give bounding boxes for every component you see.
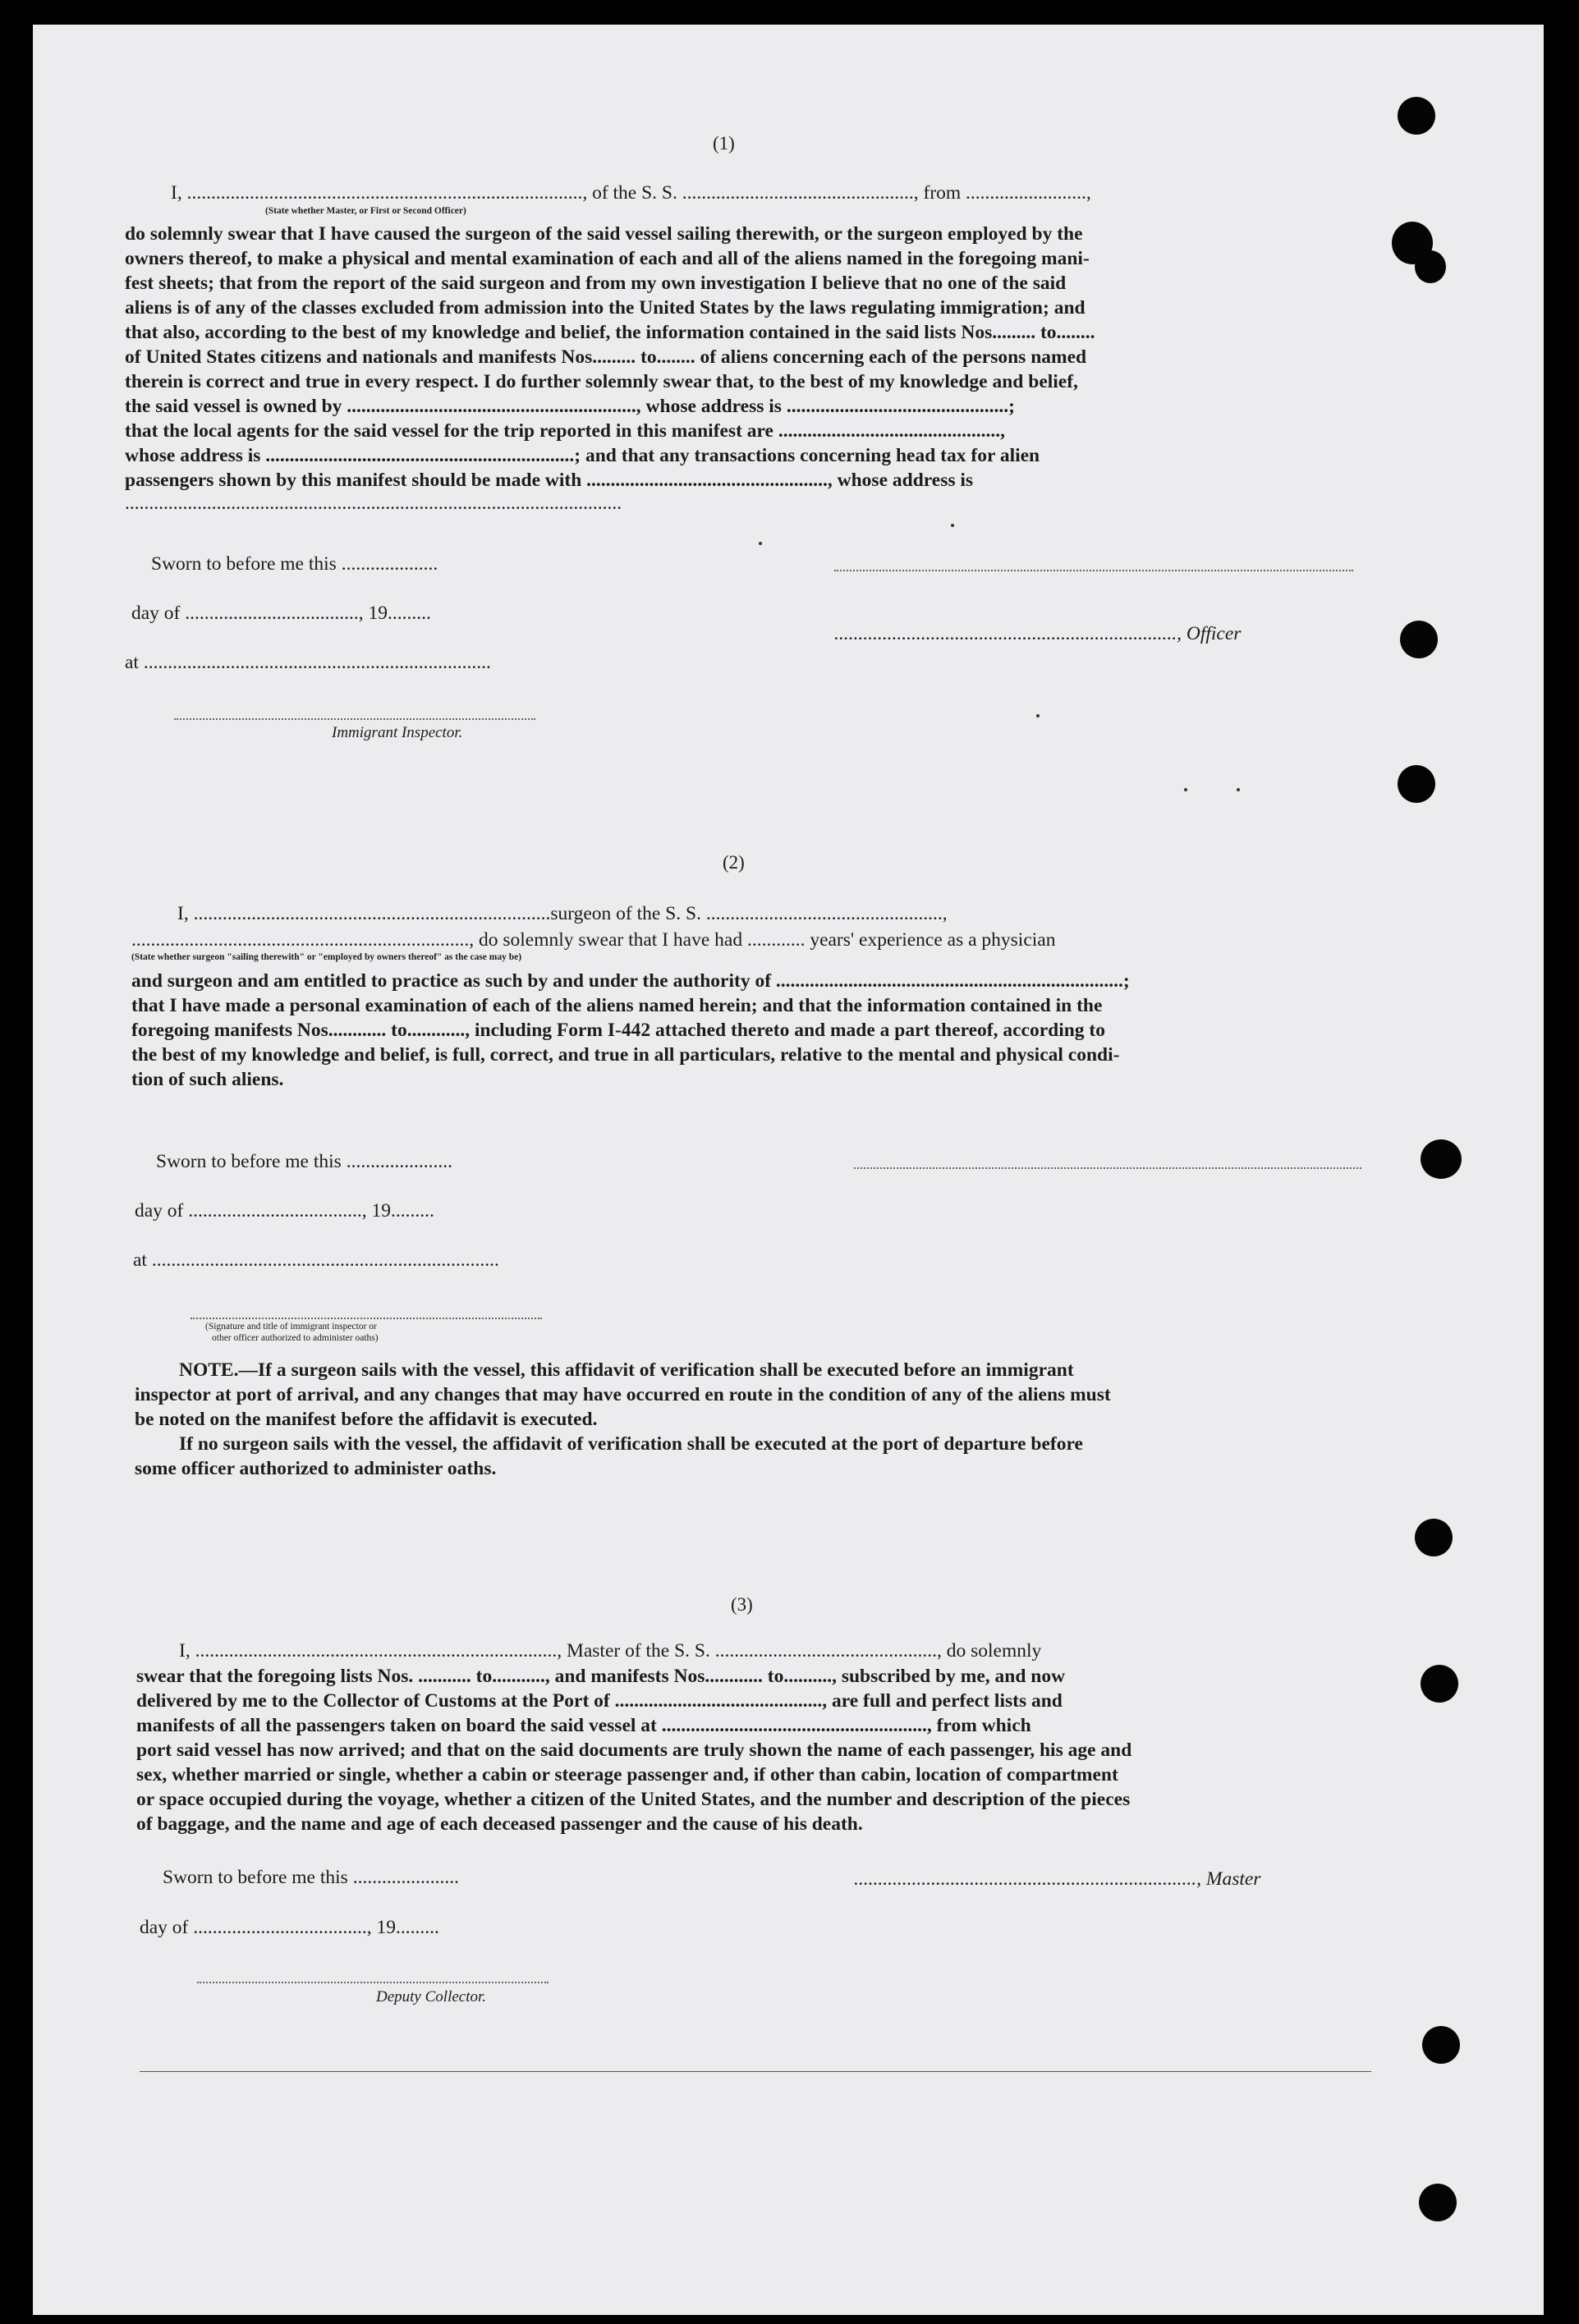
section2-line: that I have made a personal examination of each of the aliens named herein; and that the information contained in the — [131, 995, 1103, 1016]
section1-line: that also, according to the best of my knowledge and belief, the information contained in the said lists Nos......... to........ — [125, 322, 1095, 343]
section2-line: tion of such aliens. — [131, 1069, 284, 1090]
signature-caption: other officer authorized to administer oaths) — [212, 1333, 379, 1343]
deputy-collector-label: Deputy Collector. — [376, 1988, 487, 2005]
officer-signature-line — [834, 570, 1353, 571]
immigrant-inspector-label: Immigrant Inspector. — [332, 724, 463, 741]
section2-line: and surgeon and am entitled to practice as such by and under the authority of ........................................................................; — [131, 970, 1130, 992]
punch-hole-5 — [1398, 765, 1435, 803]
note-text: —If a surgeon sails with the vessel, this affidavit of verification shall be executed before an immigrant — [238, 1359, 1074, 1381]
section1-line: that the local agents for the said vessel for the trip reported in this manifest are .............................................., — [125, 420, 1005, 442]
section3-line: I, ..........................................................................., Master of the S. S. .............................................., do solemnly — [179, 1640, 1042, 1662]
ink-speck — [759, 542, 762, 545]
punch-hole-3 — [1415, 250, 1446, 283]
section2-line: the best of my knowledge and belief, is full, correct, and true in all particulars, relative to the mental and physical condi- — [131, 1044, 1120, 1066]
section1-line: the said vessel is owned by ............................................................, whose address is ..............................................; — [125, 396, 1015, 417]
section3-line: swear that the foregoing lists Nos. ........... to..........., and manifests Nos............ to.........., subscribed by me, and now — [136, 1666, 1066, 1687]
section1-line: whose address is ................................................................; and that any transactions concerning head tax for alien — [125, 445, 1040, 466]
officer-line: ......................................................................., Officer — [834, 623, 1242, 644]
section1-line: therein is correct and true in every respect. I do further solemnly swear that, to the best of my knowledge and belief, — [125, 371, 1078, 392]
sworn-at-line: at ........................................................................ — [125, 652, 491, 673]
signature-caption: (Signature and title of immigrant inspector or — [205, 1322, 377, 1332]
section1-line: of United States citizens and nationals and manifests Nos......... to........ of aliens concerning each of the persons named — [125, 346, 1087, 368]
ink-speck — [1184, 788, 1187, 791]
signature-line — [197, 1982, 549, 1983]
punch-hole-10 — [1419, 2184, 1457, 2221]
signature-line — [174, 718, 535, 720]
section3-line: of baggage, and the name and age of each deceased passenger and the cause of his death. — [136, 1813, 863, 1835]
sworn-line: Sworn to before me this ...................... — [163, 1867, 459, 1888]
sworn-day-line: day of ...................................., 19......... — [135, 1200, 434, 1222]
section3-line: port said vessel has now arrived; and that on the said documents are truly shown the name of each passenger, his age and — [136, 1740, 1132, 1761]
punch-hole-6 — [1421, 1139, 1462, 1179]
section1-caption: (State whether Master, or First or Second Officer) — [265, 206, 466, 216]
section-number-3: (3) — [731, 1594, 753, 1615]
ink-speck — [1036, 714, 1040, 717]
note-line: If no surgeon sails with the vessel, the affidavit of verification shall be executed at the port of departure before — [179, 1433, 1083, 1455]
section1-line: passengers shown by this manifest should be made with .................................................., whose address is — [125, 470, 974, 491]
note-line: some officer authorized to administer oaths. — [135, 1458, 497, 1479]
surgeon-witness-signature-line — [854, 1167, 1361, 1169]
section1-line: fest sheets; that from the report of the said surgeon and from my own investigation I believe that no one of the said — [125, 273, 1067, 294]
section-number-1: (1) — [713, 133, 735, 154]
section3-line: or space occupied during the voyage, whether a citizen of the United States, and the number and description of the pieces — [136, 1789, 1131, 1810]
section1-line: do solemnly swear that I have caused the surgeon of the said vessel sailing therewith, or the surgeon employed by the — [125, 223, 1083, 245]
note-label: NOTE. — [179, 1359, 239, 1381]
ink-speck — [951, 524, 954, 527]
punch-hole-7 — [1415, 1519, 1453, 1556]
sworn-line: Sworn to before me this .................... — [151, 553, 438, 575]
punch-hole-9 — [1422, 2026, 1460, 2064]
section1-line: ....................................................................................................... — [125, 493, 622, 514]
document-page — [33, 25, 1544, 2315]
signature-line — [190, 1318, 542, 1319]
section1-line: aliens is of any of the classes excluded from admission into the United States by the laws regulating immigration; and — [125, 297, 1086, 319]
punch-hole-8 — [1421, 1665, 1458, 1703]
note-line — [179, 1358, 1074, 1382]
section3-line: manifests of all the passengers taken on board the said vessel at ......................................................., from which — [136, 1715, 1031, 1736]
section2-line: I, ..........................................................................surgeon of the S. S. ................................................., — [177, 903, 948, 924]
section3-line: sex, whether married or single, whether a cabin or steerage passenger and, if other than cabin, location of compartment — [136, 1764, 1118, 1785]
section2-caption: (State whether surgeon "sailing therewith" or "employed by owners thereof" as the case may be) — [131, 952, 522, 962]
section2-line: foregoing manifests Nos............ to............, including Form I-442 attached thereto and made a part thereof, according to — [131, 1020, 1106, 1041]
section2-line: ......................................................................, do solemnly swear that I have had ............ years' experience as a physician — [131, 929, 1056, 951]
sworn-day-line: day of ...................................., 19......... — [140, 1917, 439, 1938]
punch-hole-1 — [1398, 97, 1435, 135]
note-line: inspector at port of arrival, and any changes that may have occurred en route in the condition of any of the aliens must — [135, 1384, 1111, 1405]
section3-line: delivered by me to the Collector of Customs at the Port of ..........................................., are full and perfect lists and — [136, 1690, 1063, 1712]
section1-line: owners thereof, to make a physical and mental examination of each and all of the aliens named in the foregoing mani- — [125, 248, 1090, 269]
note-line: be noted on the manifest before the affidavit is executed. — [135, 1409, 598, 1430]
section-number-2: (2) — [723, 852, 745, 873]
master-line: ......................................................................., Master — [854, 1868, 1261, 1890]
bottom-rule — [140, 2071, 1371, 2072]
section1-line: I, .................................................................................., of the S. S. ................................................, from ........................., — [171, 182, 1091, 204]
ink-speck — [1237, 788, 1240, 791]
punch-hole-4 — [1400, 621, 1438, 658]
sworn-line: Sworn to before me this ...................... — [156, 1151, 452, 1172]
sworn-at-line: at ........................................................................ — [133, 1249, 499, 1271]
sworn-day-line: day of ...................................., 19......... — [131, 603, 431, 624]
